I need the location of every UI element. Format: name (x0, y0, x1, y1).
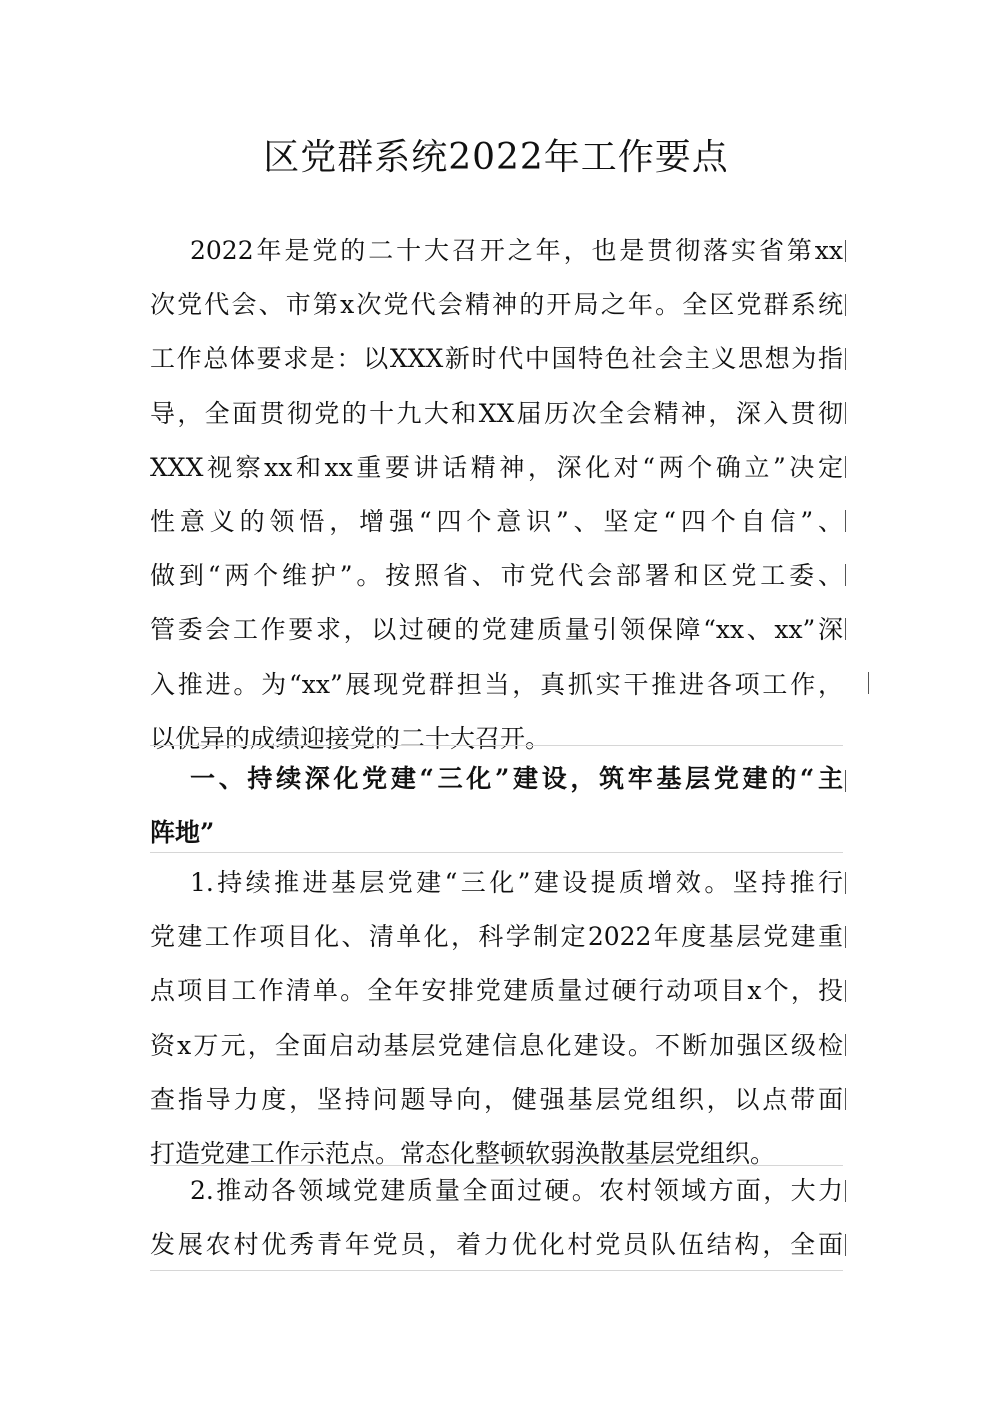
paragraph-divider (150, 1270, 843, 1271)
line-end-mark (845, 618, 846, 640)
intro-line: 性意义的领悟，增强“四个意识”、坚定“四个自信”、 (150, 506, 843, 536)
line-end-mark (845, 294, 846, 316)
item-line: 2.推动各领域党建质量全面过硬。农村领域方面，大力 (190, 1176, 843, 1205)
document-title: 区党群系统2022年工作要点 (263, 137, 729, 178)
intro-line: 做到“两个维护”。按照省、市党代会部署和区党工委、 (150, 561, 843, 591)
line-end-mark (845, 980, 846, 1002)
item-line: 资x万元，全面启动基层党建信息化建设。不断加强区级检 (150, 1030, 843, 1060)
item-line: 1.持续推进基层党建“三化”建设提质增效。坚持推行 (190, 868, 843, 897)
item-line: 打造党建工作示范点。常态化整顿软弱涣散基层党组织。 (150, 1138, 776, 1168)
intro-line: 次党代会、市第x次党代会精神的开局之年。全区党群系统 (150, 290, 843, 320)
line-end-mark (845, 564, 846, 586)
paragraph-divider (150, 852, 843, 853)
line-end-mark (845, 1234, 846, 1256)
line-end-mark (845, 926, 846, 948)
item-line: 查指导力度，坚持问题导向，健强基层党组织，以点带面 (150, 1084, 843, 1114)
line-end-mark (845, 348, 846, 370)
line-end-mark (845, 240, 846, 262)
heading-line: 一、持续深化党建“三化”建设，筑牢基层党建的“主 (190, 764, 843, 793)
item-paragraph-2 (150, 1164, 843, 1272)
line-end-mark (845, 510, 846, 532)
line-end-mark (868, 672, 869, 694)
line-end-mark (845, 872, 846, 894)
intro-line: 以优异的成绩迎接党的二十大召开。 (150, 723, 551, 753)
intro-line: 2022年是党的二十大召开之年，也是贯彻落实省第xx (190, 236, 843, 265)
item-paragraph-1 (150, 856, 843, 1181)
line-end-mark (845, 1088, 846, 1110)
intro-paragraph (150, 224, 843, 766)
item-line: 发展农村优秀青年党员，着力优化村党员队伍结构，全面 (150, 1230, 843, 1260)
line-end-mark (845, 770, 846, 792)
item-line: 党建工作项目化、清单化，科学制定2022年度基层党建重 (150, 922, 843, 952)
intro-line: XXX视察xx和xx重要讲话精神，深化对“两个确立”决定 (150, 452, 843, 482)
line-end-mark (845, 402, 846, 424)
intro-line: 管委会工作要求，以过硬的党建质量引领保障“xx、xx”深 (150, 615, 843, 645)
line-end-mark (845, 1180, 846, 1202)
heading-line: 阵地” (150, 818, 215, 848)
line-end-mark (845, 1034, 846, 1056)
item-line: 点项目工作清单。全年安排党建质量过硬行动项目x个，投 (150, 976, 843, 1006)
intro-line: 入推进。为“xx”展现党群担当，真抓实干推进各项工作， (150, 669, 843, 699)
intro-line: 导，全面贯彻党的十九大和XX届历次全会精神，深入贯彻 (150, 398, 843, 428)
paragraph-divider (150, 745, 843, 746)
intro-line: 工作总体要求是：以XXX新时代中国特色社会主义思想为指 (150, 344, 843, 374)
section-heading (150, 752, 843, 860)
line-end-mark (845, 456, 846, 478)
